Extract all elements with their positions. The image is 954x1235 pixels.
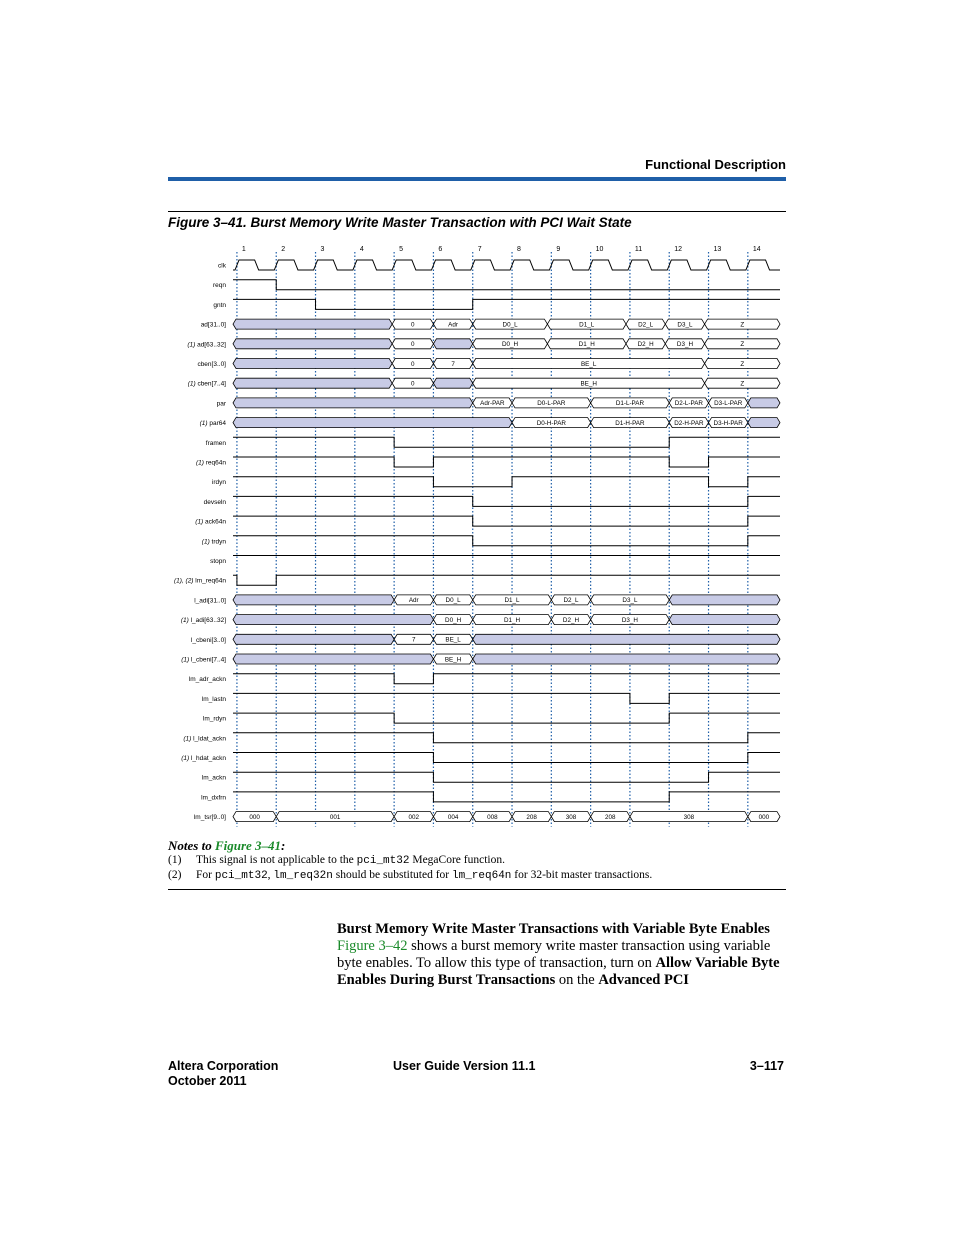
note-2-text-end: for 32-bit master transactions.	[511, 869, 653, 881]
footer-guide: User Guide Version 11.1	[393, 1059, 536, 1073]
signal-waveform	[233, 575, 780, 585]
note-1	[168, 854, 505, 867]
bus-value: D2-H-PAR	[674, 419, 704, 427]
bus-segment	[473, 654, 780, 664]
note-1-number: (1)	[168, 854, 182, 866]
bus-value: 0	[411, 341, 415, 349]
bus-value: D2_H	[637, 341, 654, 349]
bus-segment	[669, 595, 780, 605]
notes-title-prefix: Notes to	[168, 838, 215, 853]
signal-label: (1) l_ldat_ackn	[183, 735, 226, 743]
bus-value: D0-H-PAR	[536, 419, 566, 427]
figure-3-42-link[interactable]: Figure 3–42	[337, 938, 408, 954]
bus-segment	[669, 615, 780, 625]
bus-segment	[473, 634, 780, 644]
signal-label: lm_adr_ackn	[188, 676, 226, 684]
bus-value: D0_L	[445, 597, 461, 605]
section-heading: Burst Memory Write Master Transactions with Variable Byte Enables	[337, 921, 770, 937]
signal-waveform	[233, 674, 780, 684]
signal-label: lm_rdyn	[202, 715, 226, 723]
bus-segment	[748, 418, 780, 428]
signal-label: (1) ack64n	[195, 518, 226, 526]
signal-label: gntn	[213, 301, 226, 309]
signal-waveform	[233, 733, 780, 743]
clock-label: 10	[595, 246, 604, 253]
bus-value: BE_H	[444, 656, 462, 664]
bus-value: 208	[526, 813, 537, 821]
note-2-code-2: lm_req32n	[273, 870, 333, 882]
clock-label: 6	[438, 246, 443, 253]
signal-waveform	[233, 792, 780, 802]
bus-value: D3_L	[622, 597, 638, 605]
bus-value: Z	[740, 360, 745, 368]
bus-value: D3_H	[621, 616, 638, 624]
bus-segment	[748, 398, 780, 408]
signal-waveform	[233, 477, 780, 487]
bus-value: Z	[740, 341, 745, 349]
bus-value: Adr	[408, 597, 419, 605]
signal-waveform	[233, 299, 780, 309]
clock-label: 4	[359, 246, 364, 253]
signal-label: l_cbeni[3..0]	[190, 636, 226, 644]
bus-segment	[233, 339, 392, 349]
section-paragraph	[337, 938, 787, 989]
bus-value: Z	[740, 321, 745, 329]
bus-value: 0	[411, 321, 415, 329]
signal-label: (1) par64	[199, 420, 226, 428]
footer-left	[168, 1059, 278, 1089]
clk-waveform	[233, 260, 780, 270]
signal-label: (1) ad[63..32]	[187, 341, 226, 349]
bus-value: 001	[329, 813, 341, 821]
paragraph-text: shows a burst memory write master transaction using variable byte enables. To allow this type of transaction, turn on	[337, 938, 771, 971]
figure-title: Figure 3–41. Burst Memory Write Master Transaction with PCI Wait State	[168, 215, 632, 230]
signal-label: devseln	[203, 498, 226, 506]
signal-waveform	[233, 516, 780, 526]
bus-value: 004	[447, 813, 459, 821]
clock-label: 12	[674, 246, 683, 253]
clock-label: 9	[556, 246, 561, 253]
figure-link[interactable]: Figure 3–41	[214, 838, 282, 853]
bus-value: D3_L	[677, 321, 693, 329]
bus-value: D3-H-PAR	[713, 419, 743, 427]
bus-segment	[233, 634, 394, 644]
clock-label: 7	[477, 246, 482, 253]
bus-value: 008	[487, 813, 498, 821]
signal-label: (1) l_cbeni[7..4]	[181, 656, 226, 664]
bus-value: D1_H	[578, 341, 595, 349]
timing-diagram	[168, 240, 786, 830]
clock-label: 13	[713, 246, 722, 253]
bus-segment	[233, 359, 392, 369]
bus-value: 7	[412, 636, 416, 644]
bus-value: D2_L	[638, 321, 654, 329]
signal-label: (1) trdyn	[201, 538, 226, 546]
note-2	[168, 869, 652, 882]
bus-value: 002	[408, 813, 420, 821]
bus-segment	[433, 378, 472, 388]
bus-value: Adr-PAR	[480, 400, 505, 408]
note-2-number: (2)	[168, 869, 182, 881]
clock-label: 3	[320, 246, 325, 253]
figure-bottom-rule	[168, 889, 786, 890]
signal-label: ad[31..0]	[200, 321, 226, 329]
signal-label: irdyn	[211, 479, 226, 487]
bus-segment	[233, 319, 392, 329]
clock-label: 11	[634, 246, 643, 253]
bus-value: D2_H	[562, 616, 580, 624]
clock-label: 8	[517, 246, 521, 253]
bus-value: D1_H	[503, 616, 521, 624]
bus-value: D3-L-PAR	[714, 400, 743, 408]
bus-value: D1-H-PAR	[615, 419, 645, 427]
signal-label: lm_lastn	[201, 695, 226, 703]
footer-company: Altera Corporation	[168, 1059, 279, 1073]
note-2-text: For	[196, 869, 215, 881]
paragraph-bold-option: Allow Variable Byte Enables During Burst Transactions	[337, 955, 780, 988]
signal-label: (1) l_hdat_ackn	[181, 755, 226, 762]
bus-value: BE_L	[580, 360, 597, 368]
bus-value: D0_H	[445, 616, 462, 624]
note-2-code-3: lm_req64n	[452, 870, 512, 882]
signal-label: lm_dxfrn	[201, 794, 226, 802]
bus-segment	[233, 615, 433, 625]
note-2-text-mid: should be substituted for	[332, 869, 452, 881]
bus-value: D2_L	[563, 597, 579, 605]
signal-label: (1) cben[7..4]	[187, 380, 226, 388]
bus-segment	[233, 378, 392, 388]
bus-value: D1_L	[579, 321, 595, 329]
bus-value: 0	[411, 380, 415, 388]
signal-label: par	[216, 400, 226, 408]
clock-label: 14	[752, 246, 761, 253]
bus-value: 7	[451, 360, 455, 368]
signal-label: cben[3..0]	[197, 361, 226, 368]
bus-value: D1-L-PAR	[615, 400, 645, 408]
signal-waveform	[233, 693, 780, 703]
bus-segment	[433, 339, 472, 349]
bus-value: 000	[758, 813, 770, 821]
clock-label: 2	[281, 246, 286, 253]
bus-value: BE_L	[445, 636, 461, 644]
signal-label: reqn	[212, 282, 226, 290]
notes-title-suffix: :	[281, 838, 286, 853]
notes-title	[168, 838, 285, 854]
paragraph-bold-tab: Advanced PCI	[598, 972, 689, 988]
bus-value: 000	[249, 813, 260, 821]
bus-value: D0_H	[502, 341, 519, 349]
signal-label: stopn	[210, 558, 226, 565]
signal-label: (1), (2) lm_req64n	[173, 577, 226, 585]
bus-segment	[233, 595, 394, 605]
note-2-code-1: pci_mt32	[214, 870, 268, 882]
signal-label: lm_ackn	[201, 774, 226, 782]
bus-value: D2-L-PAR	[674, 400, 703, 408]
bus-value: D1_L	[504, 597, 520, 605]
figure-top-rule	[168, 211, 786, 212]
clock-label: 5	[399, 246, 404, 253]
signal-label: (1) req64n	[196, 459, 226, 467]
bus-segment	[233, 418, 512, 428]
signal-label: (1) l_adi[63..32]	[180, 617, 226, 625]
note-1-code: pci_mt32	[356, 855, 410, 867]
bus-value: D0-L-PAR	[537, 400, 566, 408]
signal-waveform	[233, 536, 780, 546]
signal-label: l_adi[31..0]	[194, 597, 226, 605]
bus-value: 208	[605, 813, 616, 821]
signal-label: clk	[218, 262, 226, 270]
note-1-text: This signal is not applicable to the	[196, 854, 357, 866]
footer-date: October 2011	[168, 1074, 247, 1088]
bus-value: 0	[411, 360, 415, 368]
bus-value: 308	[683, 813, 695, 821]
paragraph-text-2: on the	[555, 972, 599, 988]
bus-value: 308	[565, 813, 577, 821]
signal-label: framen	[205, 439, 226, 447]
bus-segment	[233, 654, 433, 664]
bus-value: D0_L	[502, 321, 518, 329]
footer-page-number: 3–117	[749, 1059, 784, 1073]
bus-value: Adr	[448, 321, 458, 329]
header-rule	[168, 177, 786, 181]
bus-value: Z	[740, 380, 745, 388]
running-header: Functional Description	[645, 157, 786, 172]
signal-label: lm_tsr[9..0]	[193, 814, 226, 822]
bus-value: BE_H	[580, 380, 597, 388]
note-2-sep: ,	[267, 869, 274, 881]
bus-value: D3_H	[676, 341, 694, 349]
bus-segment	[233, 398, 473, 408]
clock-label: 1	[241, 246, 246, 253]
note-1-text-end: MegaCore function.	[409, 854, 505, 866]
